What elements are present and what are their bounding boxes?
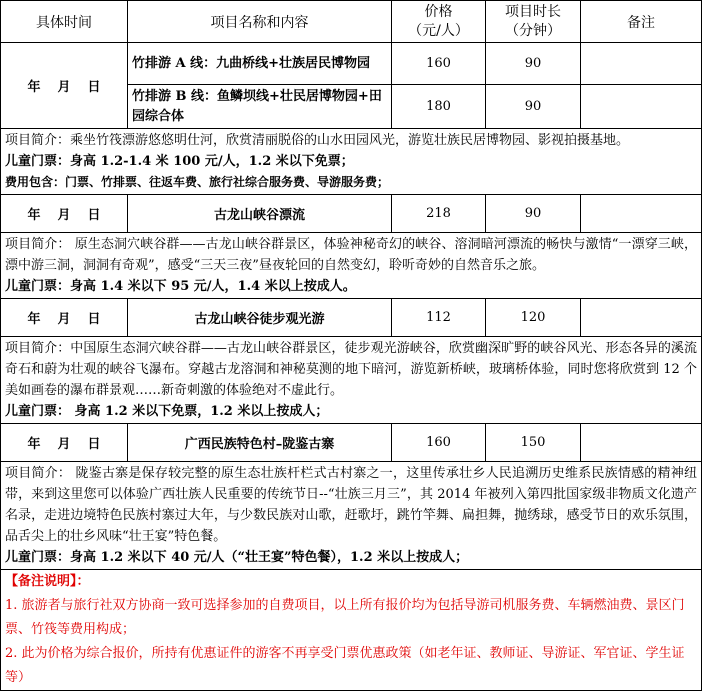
header-time: 具体时间 xyxy=(1,1,128,43)
intro-row xyxy=(1,337,702,424)
date-month: 月 xyxy=(57,80,71,95)
notes-title: 【备注说明】： xyxy=(5,574,90,589)
child-ticket-text: 儿童门票：身高 1.2-1.4 米 100 元/人，1.2 米以下免票； xyxy=(5,154,354,169)
item-price: 112 xyxy=(392,299,486,337)
date-month: 月 xyxy=(57,312,71,327)
item-duration: 90 xyxy=(486,195,581,233)
intro-text: 项目简介：中国原生态洞穴峡谷群——古龙山峡谷群景区，徒步观光游峡谷，欣赏幽深旷野的峡谷风光、形态各异的溪流奇石和蔚为壮观的峡谷飞瀑布。穿越古龙溶洞和神秘莫测的地下暗河，游览新桥峡，玻璃桥体验，同时您将欣赏到 12 个美如画卷的瀑布群景观……新奇刺激的体验绝对不虚此行。 xyxy=(5,341,697,398)
date-month: 月 xyxy=(57,437,71,452)
item-name: 广西民族特色村–陇鉴古寨 xyxy=(128,424,392,462)
child-ticket-text: 儿童门票：身高 1.2 米以下 40 元/人（“壮王宴”特色餐），1.2 米以上按成人； xyxy=(5,550,469,565)
item-name: 竹排游 B 线：鱼鳞坝线+壮民居博物园+田园综合体 xyxy=(128,85,392,129)
date-month: 月 xyxy=(57,208,71,223)
date-day: 日 xyxy=(87,80,101,95)
date-day: 日 xyxy=(87,208,101,223)
date-year: 年 xyxy=(27,208,41,223)
child-ticket-text: 儿童门票：身高 1.4 米以下 95 元/人，1.4 米以上按成人。 xyxy=(5,279,356,294)
item-price: 160 xyxy=(392,424,486,462)
item-intro xyxy=(1,337,702,424)
item-intro xyxy=(1,129,702,195)
header-price xyxy=(392,1,486,43)
table-row xyxy=(1,195,702,233)
date-year: 年 xyxy=(27,80,41,95)
date-cell xyxy=(1,299,128,337)
item-duration: 120 xyxy=(486,299,581,337)
notes-cell xyxy=(1,570,702,691)
item-note xyxy=(581,299,702,337)
date-day: 日 xyxy=(87,437,101,452)
note-item: 2. 此为价格为综合报价，所持有优惠证件的游客不再享受门票优惠政策（如老年证、教师证、导游证、军官证、学生证等） xyxy=(5,646,685,685)
item-name: 竹排游 A 线：九曲桥线+壮族居民博物园 xyxy=(128,43,392,85)
date-cell xyxy=(1,424,128,462)
item-name: 古龙山峡谷漂流 xyxy=(128,195,392,233)
item-note xyxy=(581,85,702,129)
intro-row xyxy=(1,462,702,570)
item-note xyxy=(581,424,702,462)
table-row xyxy=(1,43,702,85)
item-intro xyxy=(1,462,702,570)
header-price-label: 价格 （元/人） xyxy=(408,3,469,39)
date-cell xyxy=(1,195,128,233)
header-note: 备注 xyxy=(581,1,702,43)
header-duration xyxy=(486,1,581,43)
intro-text: 项目简介： 原生态洞穴峡谷群——古龙山峡谷群景区，体验神秘奇幻的峡谷、溶洞暗河漂流的畅快与激情“一漂穿三峡，漂中游三洞，洞洞有奇观”，感受“三天三夜”昼夜轮回的自然变幻，聆听奇妙的自然音乐之旅。 xyxy=(5,237,697,273)
intro-row xyxy=(1,233,702,299)
item-note xyxy=(581,195,702,233)
header-row xyxy=(1,1,702,43)
intro-text: 项目简介：乘坐竹筏漂游悠悠明仕河，欣赏清丽脱俗的山水田园风光，游览壮族民居博物园、影视拍摄基地。 xyxy=(5,133,630,148)
date-year: 年 xyxy=(27,437,41,452)
intro-row xyxy=(1,129,702,195)
header-duration-label: 项目时长 （分钟） xyxy=(505,3,561,39)
item-duration: 90 xyxy=(486,85,581,129)
child-ticket-text: 儿童门票： 身高 1.2 米以下免票，1.2 米以上按成人； xyxy=(5,404,329,419)
item-duration: 90 xyxy=(486,43,581,85)
item-name: 古龙山峡谷徒步观光游 xyxy=(128,299,392,337)
table-row xyxy=(1,299,702,337)
item-intro xyxy=(1,233,702,299)
item-note xyxy=(581,43,702,85)
date-day: 日 xyxy=(87,312,101,327)
fees-text: 费用包含：门票、竹排票、往返车费、旅行社综合服务费、导游服务费； xyxy=(5,175,390,189)
item-price: 218 xyxy=(392,195,486,233)
intro-text: 项目简介： 陇鉴古寨是保存较完整的原生态壮族杆栏式古村寨之一，这里传承壮乡人民追溯历史维系民族情感的精神纽带，来到这里您可以体验广西壮族人民重要的传统节日--“壮族三月三”，其 2014 年被列入第四批国家级非物质文化遗产名录，走进边境特色民族村寨过大年，与少数民族对山歌，赶歌圩，跳竹竿舞、扁担舞，抛绣球，感受节日的欢乐氛围，品舌尖上的壮乡风味“壮王宴”特色餐。 xyxy=(5,466,697,544)
item-price: 160 xyxy=(392,43,486,85)
notes-row xyxy=(1,570,702,691)
note-item: 1. 旅游者与旅行社双方协商一致可选择参加的自费项目，以上所有报价均为包括导游司机服务费、车辆燃油费、景区门票、竹筏等费用构成； xyxy=(5,598,685,637)
item-duration: 150 xyxy=(486,424,581,462)
header-item: 项目名称和内容 xyxy=(128,1,392,43)
date-year: 年 xyxy=(27,312,41,327)
table-row xyxy=(1,424,702,462)
item-price: 180 xyxy=(392,85,486,129)
date-cell xyxy=(1,43,128,129)
